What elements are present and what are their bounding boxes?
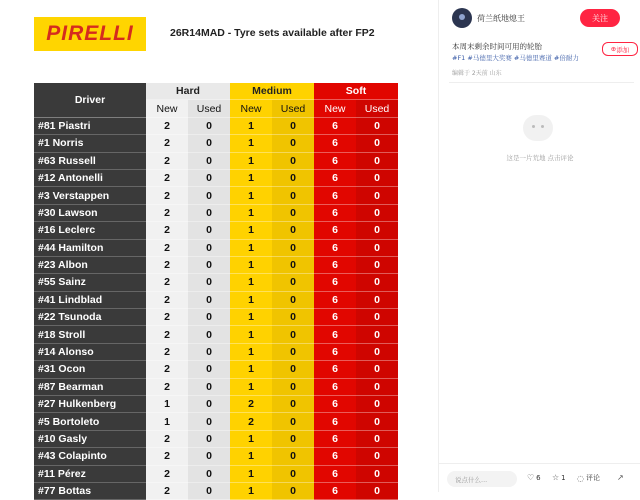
tyre-count-cell: 6 [314,430,356,447]
tyre-count-cell: 0 [356,135,398,152]
star-icon: ☆ [552,473,560,482]
driver-cell: #14 Alonso [34,343,146,360]
tyre-count-cell: 0 [188,361,230,378]
hard-header: Hard [146,83,230,100]
tyre-count-cell: 0 [356,448,398,465]
post-tags[interactable]: #F1 #马德里大奖赛 #马德里赛道 #倍耐力 [452,54,579,62]
driver-header: Driver [34,83,146,117]
tyre-count-cell: 2 [146,152,188,169]
tyre-count-cell: 1 [230,117,272,134]
tyre-count-cell: 0 [356,256,398,273]
driver-cell: #22 Tsunoda [34,309,146,326]
comment-button[interactable] [577,473,600,483]
tyre-count-cell: 0 [356,239,398,256]
tyre-count-cell: 0 [356,396,398,413]
image-title: 26R14MAD - Tyre sets available after FP2 [170,27,375,39]
driver-cell: #43 Colapinto [34,448,146,465]
tyre-count-cell: 1 [230,378,272,395]
tyre-count-cell: 6 [314,291,356,308]
driver-cell: #30 Lawson [34,204,146,221]
table-row [34,326,398,343]
tyre-count-cell: 0 [272,256,314,273]
driver-cell: #27 Hulkenberg [34,396,146,413]
tyre-count-cell: 0 [188,239,230,256]
comment-icon: ◌ [577,473,584,483]
tyre-count-cell: 0 [356,291,398,308]
tyre-count-cell: 0 [272,309,314,326]
tyre-count-cell: 2 [146,204,188,221]
add-button[interactable] [602,42,638,56]
tyre-count-cell: 1 [230,187,272,204]
driver-cell: #41 Lindblad [34,291,146,308]
tyre-count-cell: 2 [230,413,272,430]
table-row [34,343,398,360]
tyre-count-cell: 0 [356,465,398,482]
tyre-count-cell: 0 [188,117,230,134]
tyre-count-cell: 0 [272,291,314,308]
tyre-count-cell: 6 [314,204,356,221]
tyre-count-cell: 0 [356,413,398,430]
table-row [34,222,398,239]
tyre-count-cell: 1 [230,274,272,291]
tyre-count-cell: 2 [146,326,188,343]
driver-cell: #16 Leclerc [34,222,146,239]
tyre-count-cell: 2 [146,361,188,378]
soft-new-header: New [314,100,356,117]
tyre-count-cell: 2 [146,482,188,499]
tyre-count-cell: 0 [356,152,398,169]
tyre-count-cell: 0 [356,343,398,360]
tyre-count-cell: 6 [314,187,356,204]
tyre-count-cell: 0 [188,204,230,221]
tyre-count-cell: 0 [356,309,398,326]
tyre-count-cell: 0 [356,361,398,378]
soft-used-header: Used [356,100,398,117]
tyre-count-cell: 1 [230,169,272,186]
driver-cell: #31 Ocon [34,361,146,378]
driver-cell: #5 Bortoleto [34,413,146,430]
medium-header: Medium [230,83,314,100]
table-row [34,465,398,482]
tyre-count-cell: 1 [230,465,272,482]
tyre-count-cell: 0 [356,204,398,221]
tyre-count-cell: 0 [356,430,398,447]
tyre-count-cell: 6 [314,361,356,378]
tyre-count-cell: 1 [230,309,272,326]
tyre-count-cell: 0 [272,135,314,152]
tyre-count-cell: 2 [146,222,188,239]
tyre-count-cell: 0 [272,239,314,256]
tyre-count-cell: 0 [188,135,230,152]
tyre-count-cell: 0 [188,169,230,186]
tyre-count-cell: 6 [314,448,356,465]
table-row [34,187,398,204]
tyre-count-cell: 6 [314,343,356,360]
hard-used-header: Used [188,100,230,117]
tyre-count-cell: 0 [188,430,230,447]
post-sidebar [438,0,640,492]
tyre-count-cell: 0 [272,152,314,169]
comment-input[interactable]: 说点什么... [447,471,517,487]
tyre-count-cell: 0 [356,117,398,134]
hard-new-header: New [146,100,188,117]
driver-cell: #10 Gasly [34,430,146,447]
tyre-count-cell: 0 [188,309,230,326]
tyre-count-cell: 2 [146,291,188,308]
empty-comments-text[interactable]: 这是一片荒地 点击评论 [506,154,574,162]
tyre-count-cell: 6 [314,482,356,499]
post-meta: 编辑于 2天前 山东 [452,70,502,77]
tyre-count-cell: 1 [230,430,272,447]
avatar-icon [459,14,465,20]
tyre-count-cell: 2 [146,256,188,273]
tyre-count-cell: 6 [314,239,356,256]
share-button[interactable] [617,473,624,482]
driver-cell: #23 Albon [34,256,146,273]
tyre-count-cell: 2 [146,430,188,447]
tyre-count-cell: 0 [272,117,314,134]
table-row [34,378,398,395]
tyre-count-cell: 1 [230,204,272,221]
tyre-count-cell: 2 [230,396,272,413]
tyre-count-cell: 0 [188,448,230,465]
table-row [34,117,398,134]
author-name[interactable]: 荷兰纸地熄王 [477,14,525,23]
tyre-count-cell: 0 [272,430,314,447]
driver-cell: #12 Antonelli [34,169,146,186]
tyre-count-cell: 0 [272,274,314,291]
tyre-count-cell: 0 [188,465,230,482]
driver-cell: #63 Russell [34,152,146,169]
pirelli-logo [34,17,146,51]
tyre-count-cell: 6 [314,152,356,169]
logo-text: PIRELLI [46,22,134,45]
tyre-count-cell: 1 [230,135,272,152]
medium-used-header: Used [272,100,314,117]
tyre-count-cell: 2 [146,135,188,152]
tyre-count-cell: 1 [230,343,272,360]
tyre-count-cell: 0 [356,169,398,186]
driver-cell: #55 Sainz [34,274,146,291]
soft-header: Soft [314,83,398,100]
like-count: 6 [536,473,541,482]
post-description: 本周末剩余时间可用的轮胎 [452,42,542,51]
medium-new-header: New [230,100,272,117]
tyre-table [34,83,398,500]
tyre-count-cell: 2 [146,274,188,291]
driver-cell: #87 Bearman [34,378,146,395]
table-row [34,396,398,413]
tyre-count-cell: 6 [314,117,356,134]
tyre-count-cell: 0 [188,222,230,239]
tyre-count-cell: 0 [188,343,230,360]
tyre-count-cell: 0 [356,482,398,499]
tyre-count-cell: 2 [146,343,188,360]
tyre-count-cell: 0 [188,256,230,273]
tyre-count-cell: 6 [314,169,356,186]
tyre-count-cell: 0 [188,274,230,291]
comment-label: 评论 [585,474,600,482]
tyre-count-cell: 0 [272,465,314,482]
tyre-count-cell: 0 [188,482,230,499]
tyre-count-cell: 0 [188,396,230,413]
driver-cell: #18 Stroll [34,326,146,343]
tyre-count-cell: 1 [230,256,272,273]
tyre-count-cell: 1 [230,482,272,499]
tyre-count-cell: 6 [314,256,356,273]
driver-cell: #81 Piastri [34,117,146,134]
tyre-count-cell: 0 [356,222,398,239]
tyre-count-cell: 0 [188,187,230,204]
table-row [34,135,398,152]
heart-icon: ♡ [527,473,535,482]
table-row [34,204,398,221]
tyre-count-cell: 6 [314,413,356,430]
table-row [34,309,398,326]
tyre-count-cell: 0 [188,378,230,395]
tyre-count-cell: 0 [188,326,230,343]
table-row [34,448,398,465]
eye-right [541,125,544,128]
tyre-count-cell: 2 [146,448,188,465]
driver-cell: #44 Hamilton [34,239,146,256]
share-icon: ↗ [617,473,624,482]
tyre-count-cell: 1 [230,222,272,239]
tyre-count-cell: 1 [230,291,272,308]
add-label: 添加 [616,45,630,54]
tyre-count-cell: 2 [146,239,188,256]
tyre-count-cell: 6 [314,135,356,152]
plus-icon: ⊕ [610,45,617,53]
table-row [34,361,398,378]
tyre-count-cell: 0 [356,274,398,291]
tyre-count-cell: 6 [314,378,356,395]
table-row [34,239,398,256]
collect-count: 1 [561,473,566,482]
tyre-count-cell: 0 [188,291,230,308]
tyre-count-cell: 1 [230,239,272,256]
table-row [34,169,398,186]
tyre-count-cell: 2 [146,117,188,134]
action-bar [439,463,640,493]
tyre-count-cell: 0 [272,448,314,465]
table-row [34,291,398,308]
table-row [34,256,398,273]
avatar[interactable] [452,8,472,28]
tyre-count-cell: 1 [146,396,188,413]
tyre-count-cell: 0 [272,222,314,239]
tyre-count-cell: 1 [230,152,272,169]
tyre-count-cell: 2 [146,465,188,482]
tyre-count-cell: 2 [146,309,188,326]
tyre-count-cell: 0 [188,413,230,430]
tyre-count-cell: 0 [272,413,314,430]
eye-left [532,125,535,128]
table-row [34,413,398,430]
tyre-count-cell: 6 [314,465,356,482]
follow-button[interactable]: 关注 [580,9,620,27]
tyre-count-cell: 0 [272,204,314,221]
driver-cell: #11 Pérez [34,465,146,482]
tyre-count-cell: 0 [272,482,314,499]
tyre-count-cell: 1 [146,413,188,430]
like-button[interactable] [527,473,541,482]
driver-cell: #1 Norris [34,135,146,152]
tyre-count-cell: 0 [356,326,398,343]
tyre-count-cell: 0 [188,152,230,169]
table-row [34,152,398,169]
table-row [34,430,398,447]
tyre-count-cell: 1 [230,448,272,465]
tyre-count-cell: 0 [272,187,314,204]
tyre-count-cell: 6 [314,326,356,343]
tyre-count-cell: 2 [146,169,188,186]
tyre-count-cell: 6 [314,274,356,291]
table-row [34,482,398,499]
tyre-count-cell: 6 [314,222,356,239]
tyre-count-cell: 6 [314,309,356,326]
tyre-count-cell: 0 [272,378,314,395]
driver-cell: #3 Verstappen [34,187,146,204]
collect-button[interactable] [552,473,566,482]
driver-cell: #77 Bottas [34,482,146,499]
tyre-count-cell: 1 [230,326,272,343]
tyre-count-cell: 6 [314,396,356,413]
tyre-count-cell: 0 [356,378,398,395]
tyre-count-cell: 0 [272,343,314,360]
tyre-count-cell: 0 [272,361,314,378]
tyre-count-cell: 1 [230,361,272,378]
table-row [34,274,398,291]
empty-comments-icon [523,115,553,141]
tyre-count-cell: 2 [146,187,188,204]
tyre-count-cell: 0 [272,396,314,413]
divider [449,82,634,83]
tyre-count-cell: 0 [272,169,314,186]
tyre-count-cell: 2 [146,378,188,395]
tyre-count-cell: 0 [356,187,398,204]
tyre-count-cell: 0 [272,326,314,343]
